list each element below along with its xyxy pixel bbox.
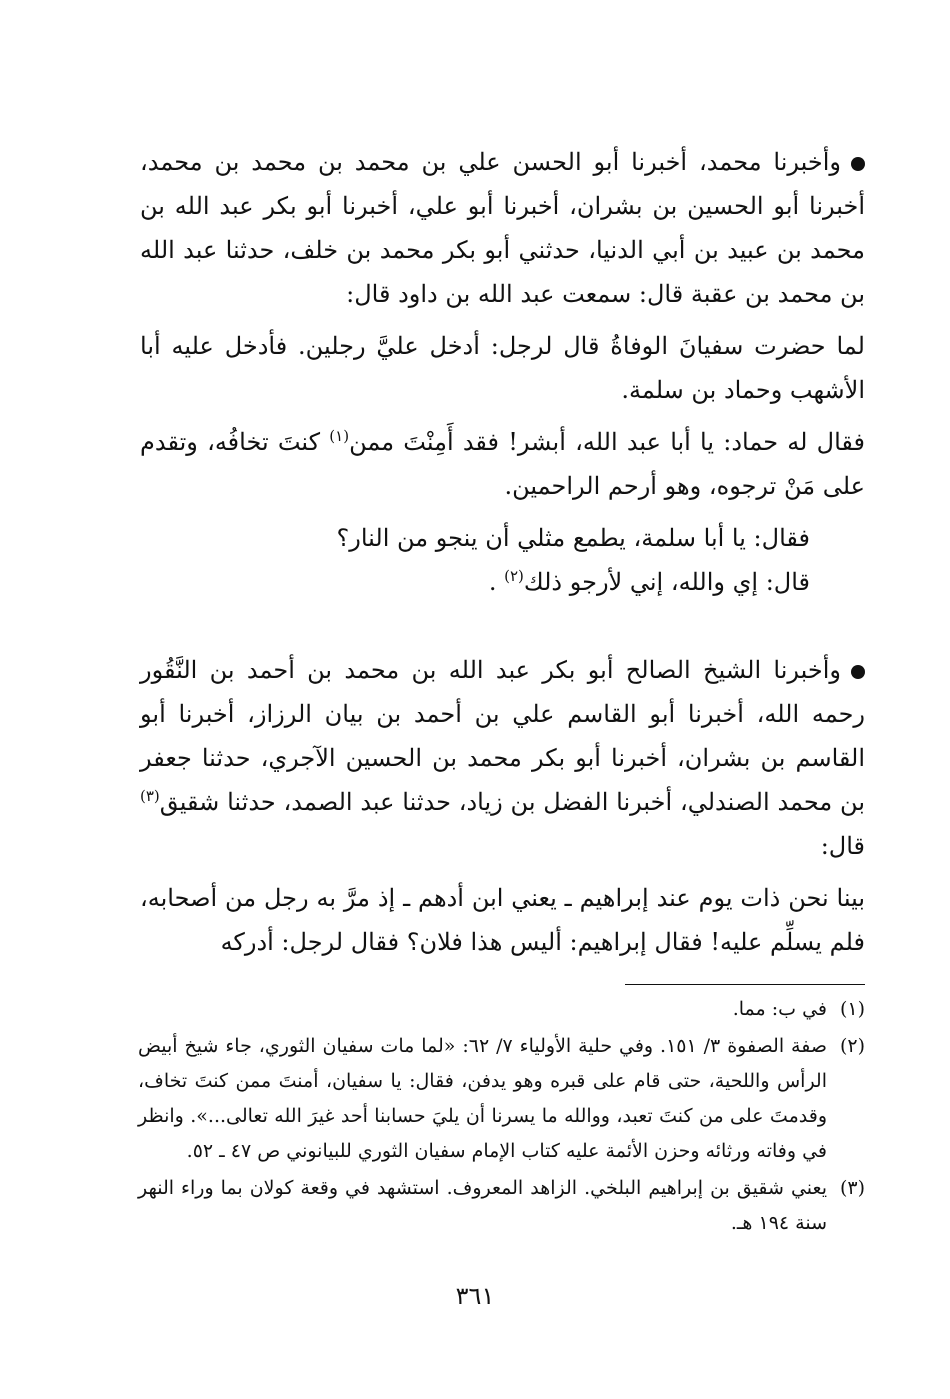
footnote-3 [138,1171,865,1241]
footnote-ref-2[interactable]: (٢) [504,567,524,585]
bullet-icon [851,157,865,171]
page-number: ٣٦١ [455,1282,495,1310]
footnote-1 [138,992,865,1027]
footnote-text: في ب: مما. [732,998,827,1020]
paragraph-isnad-2: وأخبرنا الشيخ الصالح أبو بكر عبد الله بن محمد بن أحمد بن النَّقُور رحمه الله، أخبرنا أبو القاسم علي بن أحمد بن بيان الرزاز، أخبرنا أبو القاسم بن بشران، أخبرنا أبو بكر محمد بن الحسين الآجري، حدثنا جعفر بن محمد الصندلي، أخبرنا الفضل بن زياد، حدثنا عبد الصمد، حدثنا شقيق$^{(٣)}$ قال: [140,656,866,860]
paragraph-narration-3: بينا نحن ذات يوم عند إبراهيم ـ يعني ابن أدهم ـ إذ مرَّ به رجل من أصحابه، فلم يسلِّم عليه! فقال إبراهيم: أليس هذا فلان؟ فقال لرجل: أدركه [140,884,865,956]
main-text [140,140,865,972]
paragraph-isnad-1: وأخبرنا محمد، أخبرنا أبو الحسن علي بن محمد بن محمد بن محمد، أخبرنا أبو الحسين بن بشران، أخبرنا أبو علي، أخبرنا أبو بكر عبد الله بن محمد بن عبيد بن أبي الدنيا، حدثني أبو بكر محمد بن خلف، حدثنا عبد الله بن محمد بن عقبة قال: سمعت عبد الله بن داود قال: [140,148,865,308]
paragraph-narration-2: فقال له حماد: يا أبا عبد الله، أبشر! فقد أَمِنْتَ ممن$^{(١)}$ كنتَ تخافُه، وتقدم على مَنْ ترجوه، وهو أرحم الراحمين. [140,427,866,500]
dialogue-line-2: قال: إي والله، إني لأرجو ذلك$^{(٢)}$ . [488,567,810,596]
footnote-number: (١) [839,998,865,1020]
footnotes [138,992,865,1243]
footnote-ref-3[interactable]: (٣) [140,787,160,805]
footnote-divider [625,984,865,985]
footnote-ref-1[interactable]: (١) [329,427,350,445]
dialogue-line-1: فقال: يا أبا سلمة، يطمع مثلي أن ينجو من النار؟ [336,524,810,552]
footnote-2 [138,1029,865,1169]
footnote-text: يعني شقيق بن إبراهيم البلخي. الزاهد المعروف. استشهد في وقعة كولان بما وراء النهر سنة ١٩٤ هـ. [138,1177,827,1234]
footnote-number: (٢) [839,1035,865,1057]
dialogue-block [140,516,810,604]
bullet-icon [851,665,865,679]
paragraph-narration-1: لما حضرت سفيانَ الوفاةُ قال لرجل: أدخل عليَّ رجلين. فأدخل عليه أبا الأشهب وحماد بن سلمة. [140,332,865,404]
footnote-number: (٣) [839,1177,865,1199]
footnote-text: صفة الصفوة ٣/ ١٥١. وفي حلية الأولياء ٧/ ٦٢: «لما مات سفيان الثوري، جاء شيخ أبيض الرأس واللحية، حتى قام على قبره وهو يدفن، فقال: يا سفيان، أمنتَ ممن كنتَ تخاف، وقدمتَ على من كنتَ تعبد، ووالله ما يسرنا أن يليَ حسابنا أحد غيرَ الله تعالى...». وانظر في وفاته ورثائه وحزن الأئمة عليه كتاب الإمام سفيان الثوري للبيانوني ص ٤٧ ـ ٥٢. [138,1035,827,1162]
